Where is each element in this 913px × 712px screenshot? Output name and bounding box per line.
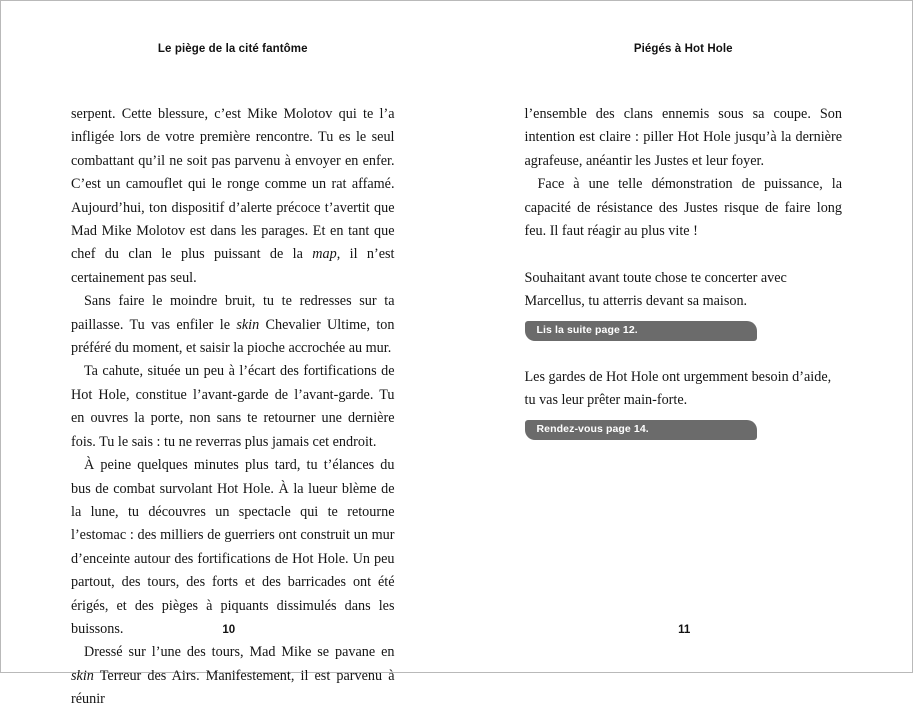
spread	[1, 1, 912, 708]
paragraph: l’ensemble des clans ennemis sous sa coupe. Son intention est claire : piller Hot Hole jusqu’à la dernière agrafeuse, anéantir les Justes et leur foyer.	[524, 106, 842, 169]
choice-lead-in: Souhaitant avant toute chose te concerter avec Marcellus, tu atterris devant sa maison.	[524, 269, 787, 310]
running-head-right: Piégés à Hot Hole	[633, 43, 733, 55]
page-number-left: 10	[222, 624, 236, 636]
page-number-right: 11	[678, 624, 691, 636]
paragraph: Face à une telle démonstration de puissance, la capacité de résistance des Justes risque de faire long feu. Il faut réagir au plus vite !	[524, 176, 842, 240]
paragraph: Sans faire le moindre bruit, tu te redresses sur ta paillasse. Tu vas enfiler le skin Chevalier Ultime, ton préféré du moment, et saisir la pioche accrochée au mur.	[71, 293, 395, 357]
body-text-left	[71, 103, 395, 712]
paragraph: À peine quelques minutes plus tard, tu t’élances du bus de combat survolant Hot Hole. À la lueur blème de la lune, tu découvres un spectacle qui te retourne l’estomac : des milliers de guerriers ont construit un mur d’enceinte autour des fortifications de Hot Hole. Un peu partout, des tours, des forts et des barricades ont été érigés, et des pièges à piquants dissimulés dans les buissons.	[71, 457, 395, 637]
page-right	[457, 1, 913, 672]
paragraph: Dressé sur l’une des tours, Mad Mike se pavane en skin Terreur des Airs. Manifestement, il est parvenu à réunir	[71, 644, 395, 708]
body-text-right	[525, 103, 843, 442]
paragraph: Ta cahute, située un peu à l’écart des fortifications de Hot Hole, constitue l’avant-garde de l’avant-garde. Tu en ouvres la porte, non sans te retourner une dernière fois. Tu le sais : tu ne reverras plus jamais cet endroit.	[71, 363, 395, 450]
italic-term: map	[312, 246, 337, 263]
choice-button-2[interactable]: Rendez-vous page 14.	[525, 420, 757, 440]
choice-lead-in: Les gardes de Hot Hole ont urgemment besoin d’aide, tu vas leur prêter main-forte.	[524, 369, 832, 409]
paragraph: serpent. Cette blessure, c’est Mike Molotov qui te l’a infligée lors de votre première rencontre. Tu es le seul combattant qu’il ne soit pas parvenu à envoyer en enfer. C’est un camouflet qui le ronge comme un rat affamé. Aujourd’hui, ton dispositif d’alerte précoce t’avertit que Mad Mike Molotov est dans les parages. Et en tant que chef du clan le plus puissant de la map, il n’est certainement pas seul.	[71, 106, 395, 286]
choice-2[interactable]	[525, 413, 843, 442]
italic-term: skin	[71, 667, 94, 684]
italic-term: skin	[236, 316, 260, 333]
page-left	[1, 1, 457, 708]
choice-button-1[interactable]: Lis la suite page 12.	[525, 321, 757, 341]
choice-1[interactable]	[525, 314, 843, 343]
running-head-left: Le piège de la cité fantôme	[157, 43, 308, 55]
